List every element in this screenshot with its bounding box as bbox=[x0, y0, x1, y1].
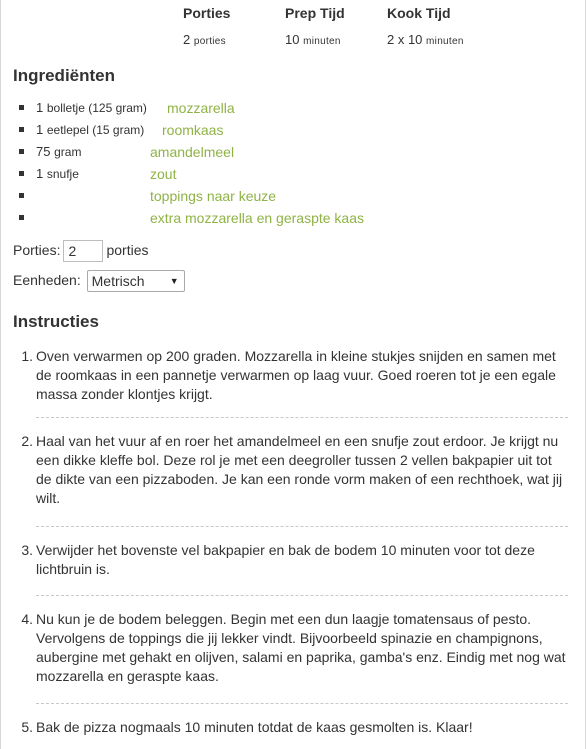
step-divider bbox=[36, 703, 568, 704]
meta-prep bbox=[285, 4, 345, 51]
ingredient-name: amandelmeel bbox=[150, 144, 235, 160]
step-number: 4. bbox=[21, 611, 33, 627]
units-label: Eenheden: bbox=[13, 272, 81, 288]
bullet-icon bbox=[19, 105, 24, 110]
servings-input[interactable] bbox=[63, 240, 103, 262]
meta-cook-label: Kook Tijd bbox=[387, 5, 451, 21]
meta-prep-value bbox=[285, 31, 345, 51]
bullet-icon bbox=[19, 127, 24, 132]
meta-servings-label: Porties bbox=[183, 5, 231, 21]
ingredient-unit: eetlepel (15 gram) bbox=[46, 123, 145, 137]
meta-cook-unit: minuten bbox=[426, 36, 464, 47]
ingredient-item bbox=[19, 163, 579, 185]
ingredient-item bbox=[19, 119, 579, 141]
step-number: 2. bbox=[21, 433, 33, 449]
chevron-down-icon: ▼ bbox=[169, 276, 179, 287]
meta-servings-number: 2 bbox=[183, 32, 191, 47]
ingredient-amount bbox=[36, 163, 79, 185]
step-divider bbox=[36, 417, 568, 418]
servings-suffix: porties bbox=[106, 242, 149, 258]
step-number: 3. bbox=[21, 542, 33, 558]
meta-servings bbox=[183, 4, 230, 51]
ingredient-unit: bolletje (125 gram) bbox=[46, 101, 147, 115]
step-divider bbox=[36, 595, 568, 596]
ingredient-qty: 75 bbox=[36, 144, 51, 159]
ingredient-item bbox=[19, 97, 579, 119]
ingredient-item bbox=[19, 185, 579, 207]
meta-servings-unit: porties bbox=[193, 36, 226, 47]
meta-prep-unit: minuten bbox=[303, 36, 341, 47]
ingredient-qty: 1 bbox=[36, 100, 44, 115]
step-text: Oven verwarmen op 200 graden. Mozzarella in kleine stukjes snijden en samen met de roomkaas in een pannetje verwarmen op laag vuur. Goed roeren tot je een egale massa zonder klontjes krijgt. bbox=[36, 348, 556, 402]
bullet-icon bbox=[19, 149, 24, 154]
ingredient-item bbox=[19, 141, 579, 163]
step-divider bbox=[36, 526, 568, 527]
meta-prep-label: Prep Tijd bbox=[285, 5, 345, 21]
ingredient-unit: snufje bbox=[46, 167, 79, 181]
step-number: 1. bbox=[21, 348, 33, 364]
ingredient-name: mozzarella bbox=[167, 100, 235, 116]
meta-prep-number: 10 bbox=[285, 32, 300, 47]
servings-control bbox=[13, 238, 149, 262]
ingredient-unit: gram bbox=[54, 145, 82, 159]
ingredients-heading: Ingrediënten bbox=[13, 66, 116, 85]
meta-cook-number: 2 x 10 bbox=[387, 32, 423, 47]
ingredient-item bbox=[19, 207, 579, 229]
meta-cook bbox=[387, 4, 464, 51]
ingredient-list bbox=[19, 97, 579, 229]
bullet-icon bbox=[19, 171, 24, 176]
meta-servings-value bbox=[183, 31, 230, 51]
units-control bbox=[13, 268, 185, 292]
bullet-icon bbox=[19, 193, 24, 198]
step-number: 5. bbox=[21, 719, 33, 735]
ingredient-amount bbox=[36, 141, 81, 163]
meta-cook-value bbox=[387, 31, 464, 51]
step-text: Nu kun je de bodem beleggen. Begin met een dun laagje tomatensaus of pesto. Vervolgens de toppings die jij lekker vindt. Bijvoorbeeld spinazie en champignons, aubergine met gehakt en olijven, salami en paprika, gamba's enz. Eindig met nog wat mozzarella en geraspte kaas. bbox=[36, 611, 566, 684]
ingredient-amount bbox=[36, 119, 144, 141]
units-select-value: Metrisch bbox=[91, 273, 145, 290]
ingredient-name: toppings naar keuze bbox=[150, 188, 277, 204]
units-select[interactable] bbox=[87, 270, 185, 292]
ingredient-name: roomkaas bbox=[162, 122, 224, 138]
ingredient-name: extra mozzarella en geraspte kaas bbox=[150, 210, 364, 226]
step-text: Bak de pizza nogmaals 10 minuten totdat de kaas gesmolten is. Klaar! bbox=[36, 719, 473, 735]
ingredient-amount bbox=[36, 97, 147, 119]
step-text: Verwijder het bovenste vel bakpapier en bak de bodem 10 minuten voor tot deze lichtbruin is. bbox=[36, 542, 535, 577]
instructions-heading: Instructies bbox=[13, 312, 99, 331]
bullet-icon bbox=[19, 215, 24, 220]
ingredient-name: zout bbox=[150, 166, 177, 182]
step-text: Haal van het vuur af en roer het amandelmeel en een snufje zout erdoor. Je krijgt nu een dikke kleffe bol. Deze rol je met een deegroller tussen 2 vellen bakpapier uit tot de dikte van een pizzaboden. Je kan een ronde vorm maken of een rechthoek, wat jij wilt. bbox=[36, 433, 563, 506]
ingredient-qty: 1 bbox=[36, 166, 44, 181]
servings-label: Porties: bbox=[13, 242, 61, 258]
ingredient-qty: 1 bbox=[36, 122, 44, 137]
